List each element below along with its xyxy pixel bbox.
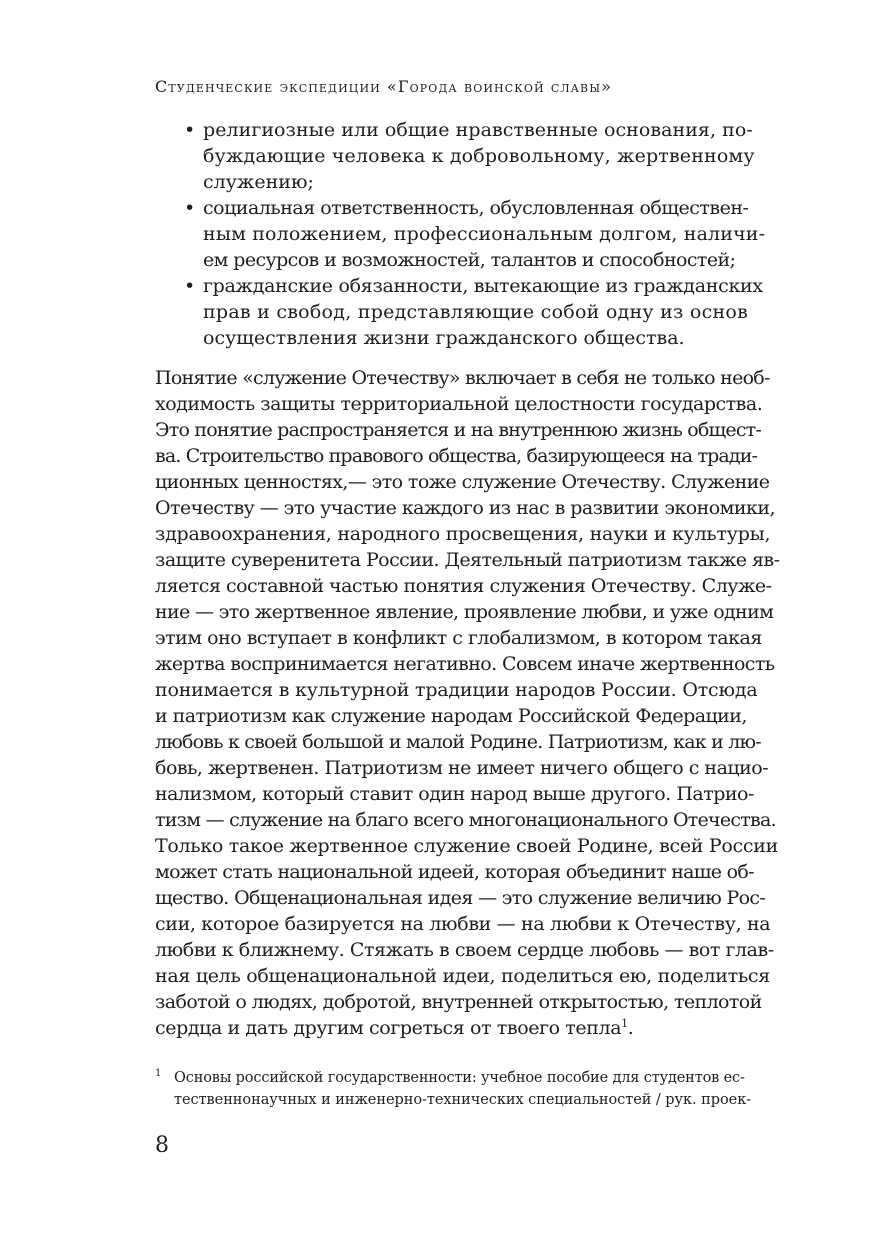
bullet-icon: •: [184, 197, 196, 219]
bullet-line: ным положением, профессиональным долгом, наличи-: [203, 223, 766, 245]
paragraph-line: ва. Строительство правового общества, базирующееся на тради-: [155, 445, 758, 467]
paragraph-line: здравоохранения, народного просвещения, науки и культуры,: [155, 523, 771, 545]
bullet-line: прав и свобод, представляющие собой одну из основ: [203, 301, 749, 323]
paragraph-last-line: [155, 1015, 633, 1041]
paragraph-line: бовь, жертвенен. Патриотизм не имеет ничего общего с нацио-: [155, 757, 769, 779]
bullet-icon: •: [184, 119, 196, 141]
bullet-line: буждающие человека к добровольному, жертвенному: [203, 145, 755, 167]
bullet-line: ем ресурсов и возможностей, талантов и способностей;: [203, 249, 736, 271]
paragraph-line: Отечеству — это участие каждого из нас в развитии экономики,: [155, 497, 775, 519]
paragraph-line: и патриотизм как служение народам Российской Федерации,: [155, 705, 747, 727]
paragraph-line: Только такое жертвенное служение своей Родине, всей России: [155, 835, 778, 857]
paragraph-line: ходимость защиты территориальной целостности государства.: [155, 393, 763, 415]
paragraph-line: защите суверенитета России. Деятельный патриотизм также яв-: [155, 549, 780, 571]
bullet-icon: •: [184, 275, 196, 297]
paragraph-line: жертва воспринимается негативно. Совсем иначе жертвенность: [155, 653, 775, 675]
paragraph-line: ние — это жертвенное явление, проявление любви, и уже одним: [155, 601, 774, 623]
page-number: 8: [155, 1133, 169, 1158]
bullet-line: гражданские обязанности, вытекающие из гражданских: [203, 275, 763, 297]
paragraph-line: ционных ценностях,— это тоже служение Отечеству. Служение: [155, 471, 770, 493]
bullet-line: социальная ответственность, обусловленная обществен-: [203, 197, 749, 219]
footnote-line: тественнонаучных и инженерно-технических специальностей / рук. проек-: [174, 1092, 752, 1108]
bullet-line: служению;: [203, 171, 314, 193]
paragraph-line: этим оно вступает в конфликт с глобализмом, в котором такая: [155, 627, 762, 649]
paragraph-line: может стать национальной идеей, которая объединит наше об-: [155, 861, 754, 883]
paragraph-line: Это понятие распространяется и на внутреннюю жизнь общест-: [155, 419, 762, 441]
footnote-reference[interactable]: 1: [621, 1017, 628, 1030]
paragraph-line: нализмом, который ставит один народ выше другого. Патрио-: [155, 783, 754, 805]
bullet-line: осуществления жизни гражданского общества.: [203, 327, 685, 349]
paragraph-line: щество. Общенациональная идея — это служение величию Рос-: [155, 887, 766, 909]
footnote-marker: 1: [155, 1068, 162, 1079]
running-head: Студенческие экспедиции «Города воинской славы»: [155, 77, 613, 96]
paragraph-line: ляется составной частью понятия служения Отечеству. Служе-: [155, 575, 772, 597]
paragraph-line: Понятие «служение Отечеству» включает в себя не только необ-: [155, 367, 770, 389]
paragraph-line: заботой о людях, добротой, внутренней открытостью, теплотой: [155, 991, 762, 1013]
paragraph-line-text: сердца и дать другим согреться от твоего тепла: [155, 1017, 622, 1039]
bullet-line: религиозные или общие нравственные основания, по-: [203, 119, 753, 141]
paragraph-line: любви к ближнему. Стяжать в своем сердце любовь — вот глав-: [155, 939, 774, 961]
paragraph-line: ная цель общенациональной идеи, поделиться ею, поделиться: [155, 965, 770, 987]
sentence-period: .: [627, 1017, 634, 1039]
paragraph-line: понимается в культурной традиции народов России. Отсюда: [155, 679, 758, 701]
paragraph-line: тизм — служение на благо всего многонационального Отечества.: [155, 809, 776, 831]
footnote-line: Основы российской государственности: учебное пособие для студентов ес-: [174, 1070, 745, 1086]
paragraph-line: любовь к своей большой и малой Родине. Патриотизм, как и лю-: [155, 731, 761, 753]
paragraph-line: сии, которое базируется на любви — на любви к Отечеству, на: [155, 913, 771, 935]
